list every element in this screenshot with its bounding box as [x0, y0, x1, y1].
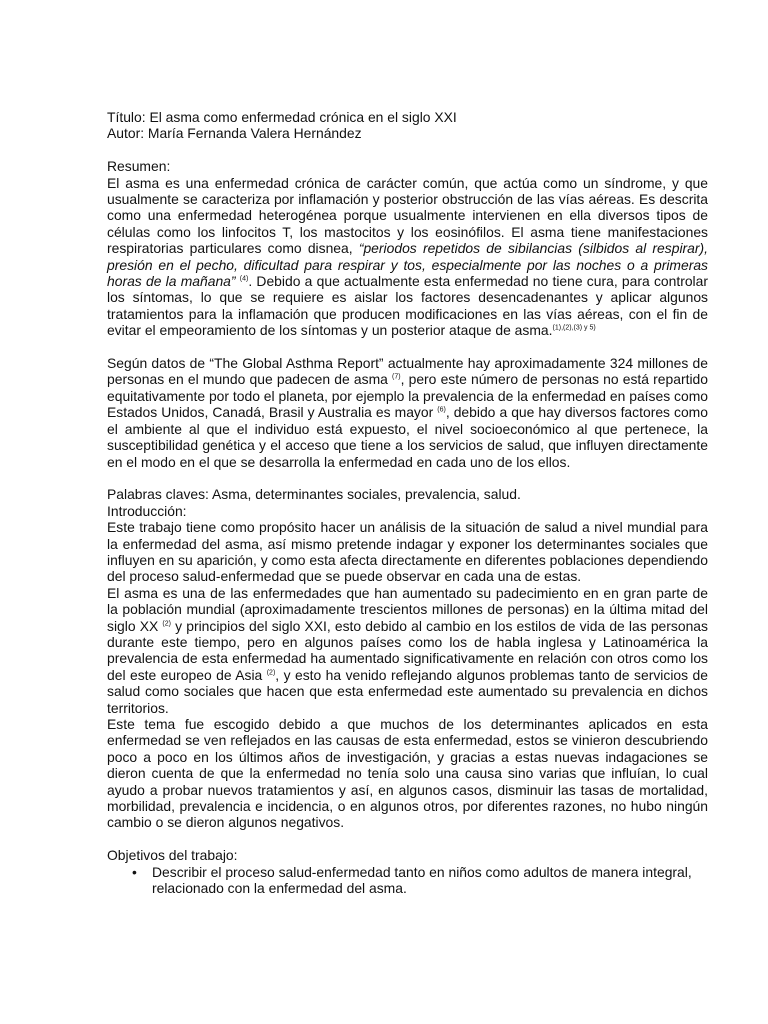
citation-ref: (7): [392, 373, 401, 381]
document-title: Título: El asma como enfermedad crónica en el siglo XXI: [107, 109, 457, 125]
keywords-line: Palabras claves: Asma, determinantes sociales, prevalencia, salud.: [107, 486, 521, 503]
introduction-text: El asma es una de las enfermedades que han aumentado su padecimiento en en gran parte de la población mundial (aproximadamente trescientos millones de personas) en la última mitad del siglo XX: [107, 584, 708, 634]
abstract-text: El asma es una enfermedad crónica de carácter común, que actúa como un síndrome, y que usualmente se caracteriza por inflamación y posterior obstrucción de las vías aéreas. Es descrita como una enfermedad heterogénea porque usualmente intervienen en ella diversos tipos de células como los linfocitos T, los mastocitos y los eosinófilos. El asma tiene manifestaciones respiratorias particulares como disnea,: [107, 174, 708, 257]
spacer: [107, 339, 708, 355]
objectives-heading: Objetivos del trabajo:: [107, 847, 238, 864]
bullet-icon: •: [132, 863, 137, 880]
citation-ref: (4): [239, 275, 249, 283]
introduction-paragraph-3: Este tema fue escogido debido a que muchos de los determinantes aplicados en esta enfermedad se ven reflejados en las causas de esta enfermedad, estos se vinieron descubriendo poco a poco en los últimos años de investigación, y gracias a estas nuevas indagaciones se dieron cuenta de que la enfermedad no tenía solo una causa sino varias que influían, lo cual ayudo a probar nuevos tratamientos y así, en algunos casos, disminuir las tasas de mortalidad, morbilidad, prevalencia e incidencia, o en algunos otros, por diferentes razones, no hubo ningún cambio o se dieron algunos negativos.: [107, 715, 708, 831]
spacer: [107, 142, 708, 158]
abstract-paragraph-2: [107, 355, 708, 470]
abstract-text: , pero este número de personas no está repartido equitativamente por todo el planeta, por ejemplo la prevalencia de la enfermedad en países como Estados Unidos, Canadá, Brasil y Australia es mayor: [107, 371, 708, 421]
abstract-text: . Debido a que actualmente esta enfermedad no tiene cura, para controlar los síntomas, lo que se requiere es aislar los factores desencadenantes y aplicar algunos tratamientos para la inflamación que producen modificaciones en las vías aéreas, con el fin de evitar el empeoramiento de los síntomas y un posterior ataque de asma.: [107, 273, 708, 339]
introduction-heading: Introducción:: [107, 502, 187, 519]
spacer: [107, 831, 708, 847]
abstract-heading: Resumen:: [107, 158, 171, 175]
objectives-list: [107, 864, 708, 897]
document-body: [107, 109, 708, 896]
objective-item: [107, 864, 708, 897]
abstract-paragraph-1: [107, 175, 708, 339]
introduction-text: , y esto ha venido reflejando algunos problemas tanto de servicios de salud como sociales que hacen que esta enfermedad este aumentado su prevalencia en dichos territorios.: [107, 666, 708, 716]
introduction-paragraph-2: [107, 585, 708, 716]
citation-ref: (2): [162, 619, 171, 627]
citation-ref: (6): [437, 406, 446, 414]
citation-ref: (2): [266, 669, 276, 677]
objective-text: Describir el proceso salud-enfermedad tanto en niños como adultos de manera integral, relacionado con la enfermedad del asma.: [152, 863, 692, 897]
abstract-text: Según datos de “The Global Asthma Report” actualmente hay aproximadamente 324 millones de personas en el mundo que padecen de asma: [107, 355, 708, 388]
citation-ref: (1),(2),(3) y 5): [552, 324, 596, 332]
document-author: Autor: María Fernanda Valera Hernández: [107, 125, 362, 142]
introduction-paragraph-1: Este trabajo tiene como propósito hacer un análisis de la situación de salud a nivel mundial para la enfermedad del asma, así mismo pretende indagar y exponer los determinantes sociales que influyen en su aparición, y como esta afecta directamente en diferentes poblaciones dependiendo del proceso salud-enfermedad que se puede observar en cada una de estas.: [107, 519, 708, 585]
abstract-text: , debido a que hay diversos factores como el ambiente al que el individuo está expuesto, el nivel socioeconómico al que pertenece, la susceptibilidad genética y el acceso que tiene a los servicios de salud, que influyen directamente en el modo en el que se desarrolla la enfermedad en cada uno de los ellos.: [107, 404, 708, 470]
introduction-text: y principios del siglo XXI, esto debido al cambio en los estilos de vida de las personas durante este tiempo, pero en algunos países como los de habla inglesa y Latinoamérica la prevalencia de esta enfermedad ha aumentado significativamente en relación con otros como los del este europeo de Asia: [107, 617, 708, 683]
abstract-quote: “periodos repetidos de sibilancias (silbidos al respirar), presión en el pecho, dificultad para respirar y tos, especialmente por las noches o a primeras horas de la mañana”: [107, 240, 708, 290]
spacer: [107, 470, 708, 486]
